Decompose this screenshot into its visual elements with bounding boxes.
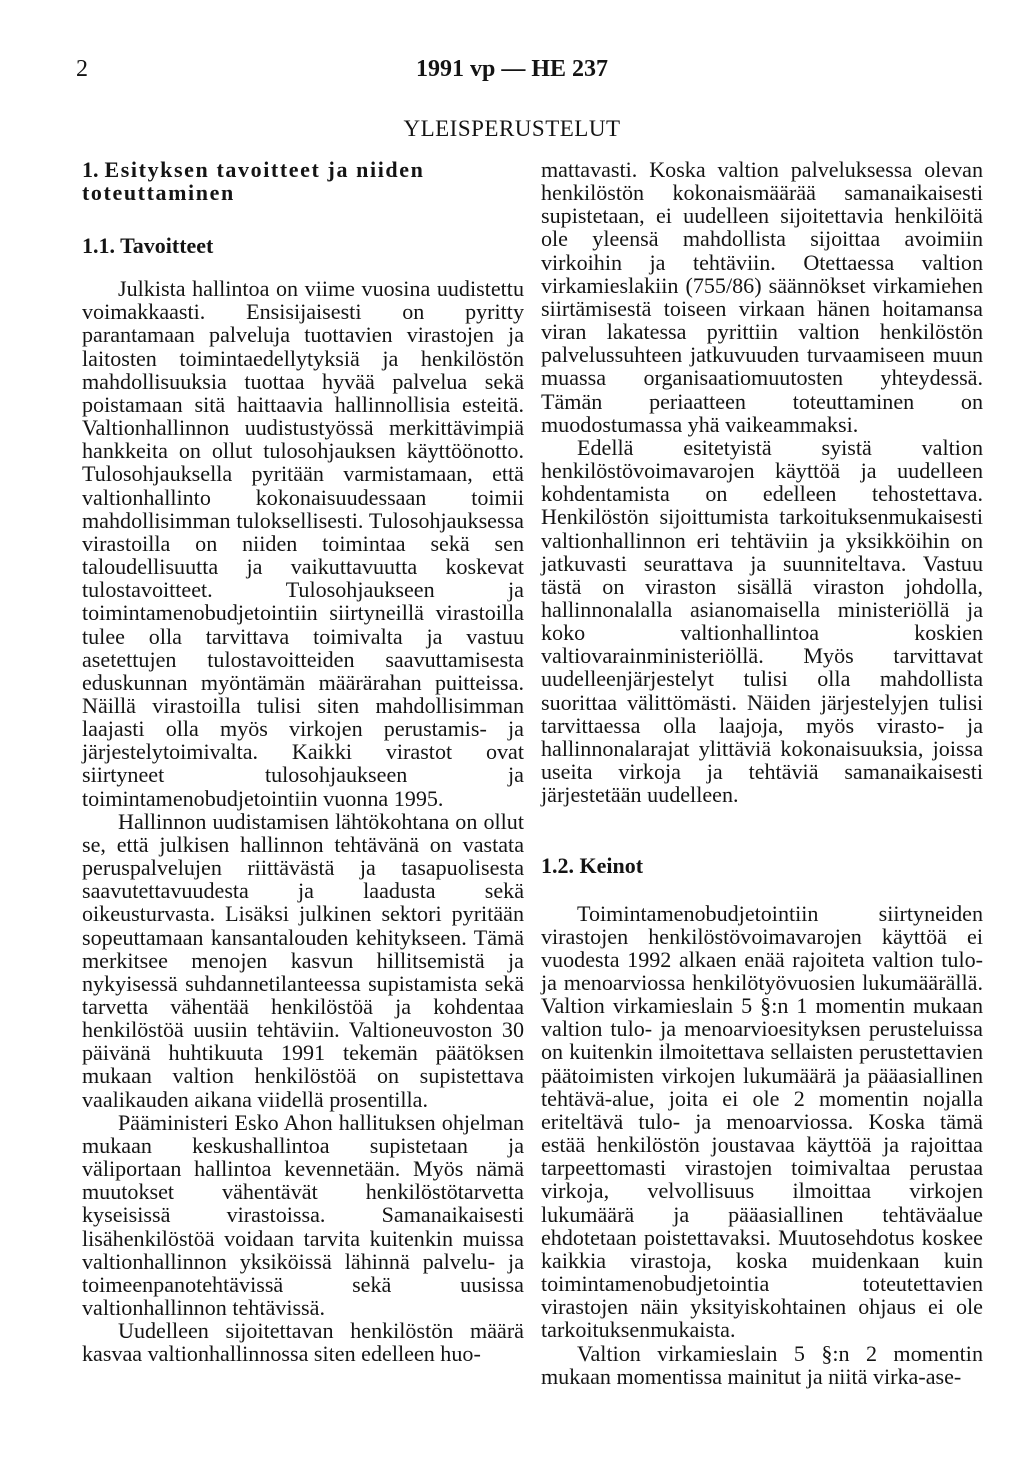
paragraph: Toimintamenobudjetointiin siirtyneiden virastojen henkilöstövoimavarojen käyttöä ei vuodesta 1992 alkaen enää rajoiteta valtion tulo- ja menoarviossa henkilötyövuosien lukumäärällä. Valtion virkamieslain 5 §:n 1 momentin mukaan valtion tulo- ja menoarvioesityksen perusteluissa on kuitenkin ilmoitettava sellaisten perustettavien päätoimisten virkojen lukumäärä ja pääasiallinen tehtävä-alue, joita ei ole 2 momentin nojalla eriteltävä tulo- ja menoarviossa. Koska tämä estää henkilöstön joustavaa käyttöä ja rajoittaa tarpeettomasti virastojen toimivaltaa perustaa virkoja, velvollisuus ilmoittaa virkojen lukumäärä ja pääasiallinen tehtäväalue ehdotetaan poistettavaksi. Muutosehdotus koskee kaikkia virastoja, koska muidenkaan kuin toimintamenobudjetointia toteutettavien virastojen näin yksityiskohtainen ohjaus ei ole tarkoituksenmukaista.: [541, 900, 983, 1343]
running-header: 1991 vp — HE 237: [415, 56, 609, 82]
paragraph: Valtion virkamieslain 5 §:n 2 momentin mukaan momentissa mainitut ja niitä virka-ase-: [541, 1340, 983, 1389]
heading-1-2: 1.2. Keinot: [541, 853, 644, 879]
paragraph: Uudelleen sijoitettavan henkilöstön määrä kasvaa valtionhallinnossa siten edelleen huo-: [82, 1318, 524, 1367]
heading-1: [82, 158, 524, 204]
paragraph: Pääministeri Esko Ahon hallituksen ohjelman mukaan keskushallintoa supistetaan ja väliportaan hallintoa kevennetään. Myös nämä muutokset vähentävät henkilöstötarvetta kyseisissä virastoissa. Samanaikaisesti lisähenkilöstöä voidaan tarvita kuitenkin muissa valtionhallinnon yksiköissä lähinnä palvelu- ja toimeenpanotehtävissä sekä uusissa valtionhallinnon tehtävissä.: [82, 1109, 524, 1321]
heading-1-text: Esityksen tavoitteet ja niiden toteuttaminen: [82, 157, 425, 205]
paragraph: Julkista hallintoa on viime vuosina uudistettu voimakkaasti. Ensisijaisesti on pyritty parantamaan palveluja tuottavien virastojen ja laitosten toimintaedellytyksiä ja henkilöstön mahdollisuuksia tuottaa hyvää palvelua sekä poistamaan sitä haittaavia hallinnollisia esteitä. Valtionhallinnon uudistustyössä merkittävimpiä hankkeita on ollut tulosohjauksen käyttöönotto. Tulosohjauksella pyritään varmistamaan, että valtionhallinto kokonaisuudessaan toimii mahdollisimman tuloksellisesti. Tulosohjauksessa virastoilla on niiden toimintaa sekä sen taloudellisuutta ja vaikuttavuutta koskevat tulostavoitteet. Tulosohjaukseen ja toimintamenobudjetointiin siirtyneillä virastoilla tulee olla tarvittava toimivalta ja vastuu asetettujen tulostavoitteiden saavuttamisesta eduskunnan myöntämän määrärahan puitteissa. Näillä virastoilla tulisi siten mahdollisimman laajasti olla myös virkojen perustamis- ja järjestelytoimivalta. Kaikki virastot ovat siirtyneet tulosohjaukseen ja toimintamenobudjetointiin vuonna 1995.: [82, 276, 524, 811]
section-heading: YLEISPERUSTELUT: [403, 116, 621, 141]
paragraph-continued: mattavasti. Koska valtion palveluksessa olevan henkilöstön kokonaismäärää samanaikaisesti supistetaan, ei uudelleen sijoitettavia henkilöitä ole yleensä mahdollista sijoittaa avoimiin virkoihin ja tehtäviin. Otettaessa valtion virkamieslakiin (755/86) säännökset virkamiehen siirtämisestä toiseen virkaan hänen hoitamansa viran lakatessa pyrittiin valtion henkilöstön palvelussuhteen jatkuvuuden turvaamiseen muun muassa organisaatiomuutosten yhteydessä. Tämän periaatteen toteuttaminen on muodostumassa yhä vaikeammaksi.: [541, 157, 983, 437]
left-column: [82, 158, 524, 1366]
page-number: 2: [76, 56, 88, 82]
heading-1-number: 1.: [82, 157, 99, 182]
heading-1-1: 1.1. Tavoitteet: [82, 233, 214, 258]
paragraph: Edellä esitetyistä syistä valtion henkilöstövoimavarojen käyttöä ja uudelleen kohdentamista on edelleen tehostettava. Henkilöstön sijoittumista tarkoituksenmukaisesti valtionhallinnon eri tehtäviin ja yksikköihin on jatkuvasti seurattava ja suunniteltava. Vastuu tästä on viraston sisällä viraston johdolla, hallinnonalalla asianomaisella ministeriöllä ja koko valtionhallintoa koskien valtiovarainministeriöllä. Myös tarvittavat uudelleenjärjestelyt tulisi olla mahdollista suorittaa välittömästi. Näiden järjestelyjen tulisi tarvittaessa olla laajoja, myös virasto- ja hallinnonalarajat ylittäviä kokonaisuuksia, joissa useita virkoja ja tehtäviä samanaikaisesti järjestetään uudelleen.: [541, 434, 983, 808]
right-column: [541, 158, 983, 1388]
paragraph: Hallinnon uudistamisen lähtökohtana on ollut se, että julkisen hallinnon tehtävänä on vastata peruspalvelujen riittävästä ja tasapuolisesta saavutettavuudesta ja laadusta sekä oikeusturvasta. Lisäksi julkinen sektori pyritään sopeuttamaan kansantalouden kehitykseen. Tämä merkitsee menojen kasvun hillitsemistä ja nykyisessä suhdannetilanteessa supistamista sekä tarvetta vähentää henkilöstöä ja kohdentaa henkilöstöä uusiin tehtäviin. Valtioneuvoston 30 päivänä huhtikuuta 1991 tekemän päätöksen mukaan valtion henkilöstöä on supistettava vaalikauden aikana viidellä prosentilla.: [82, 808, 524, 1112]
